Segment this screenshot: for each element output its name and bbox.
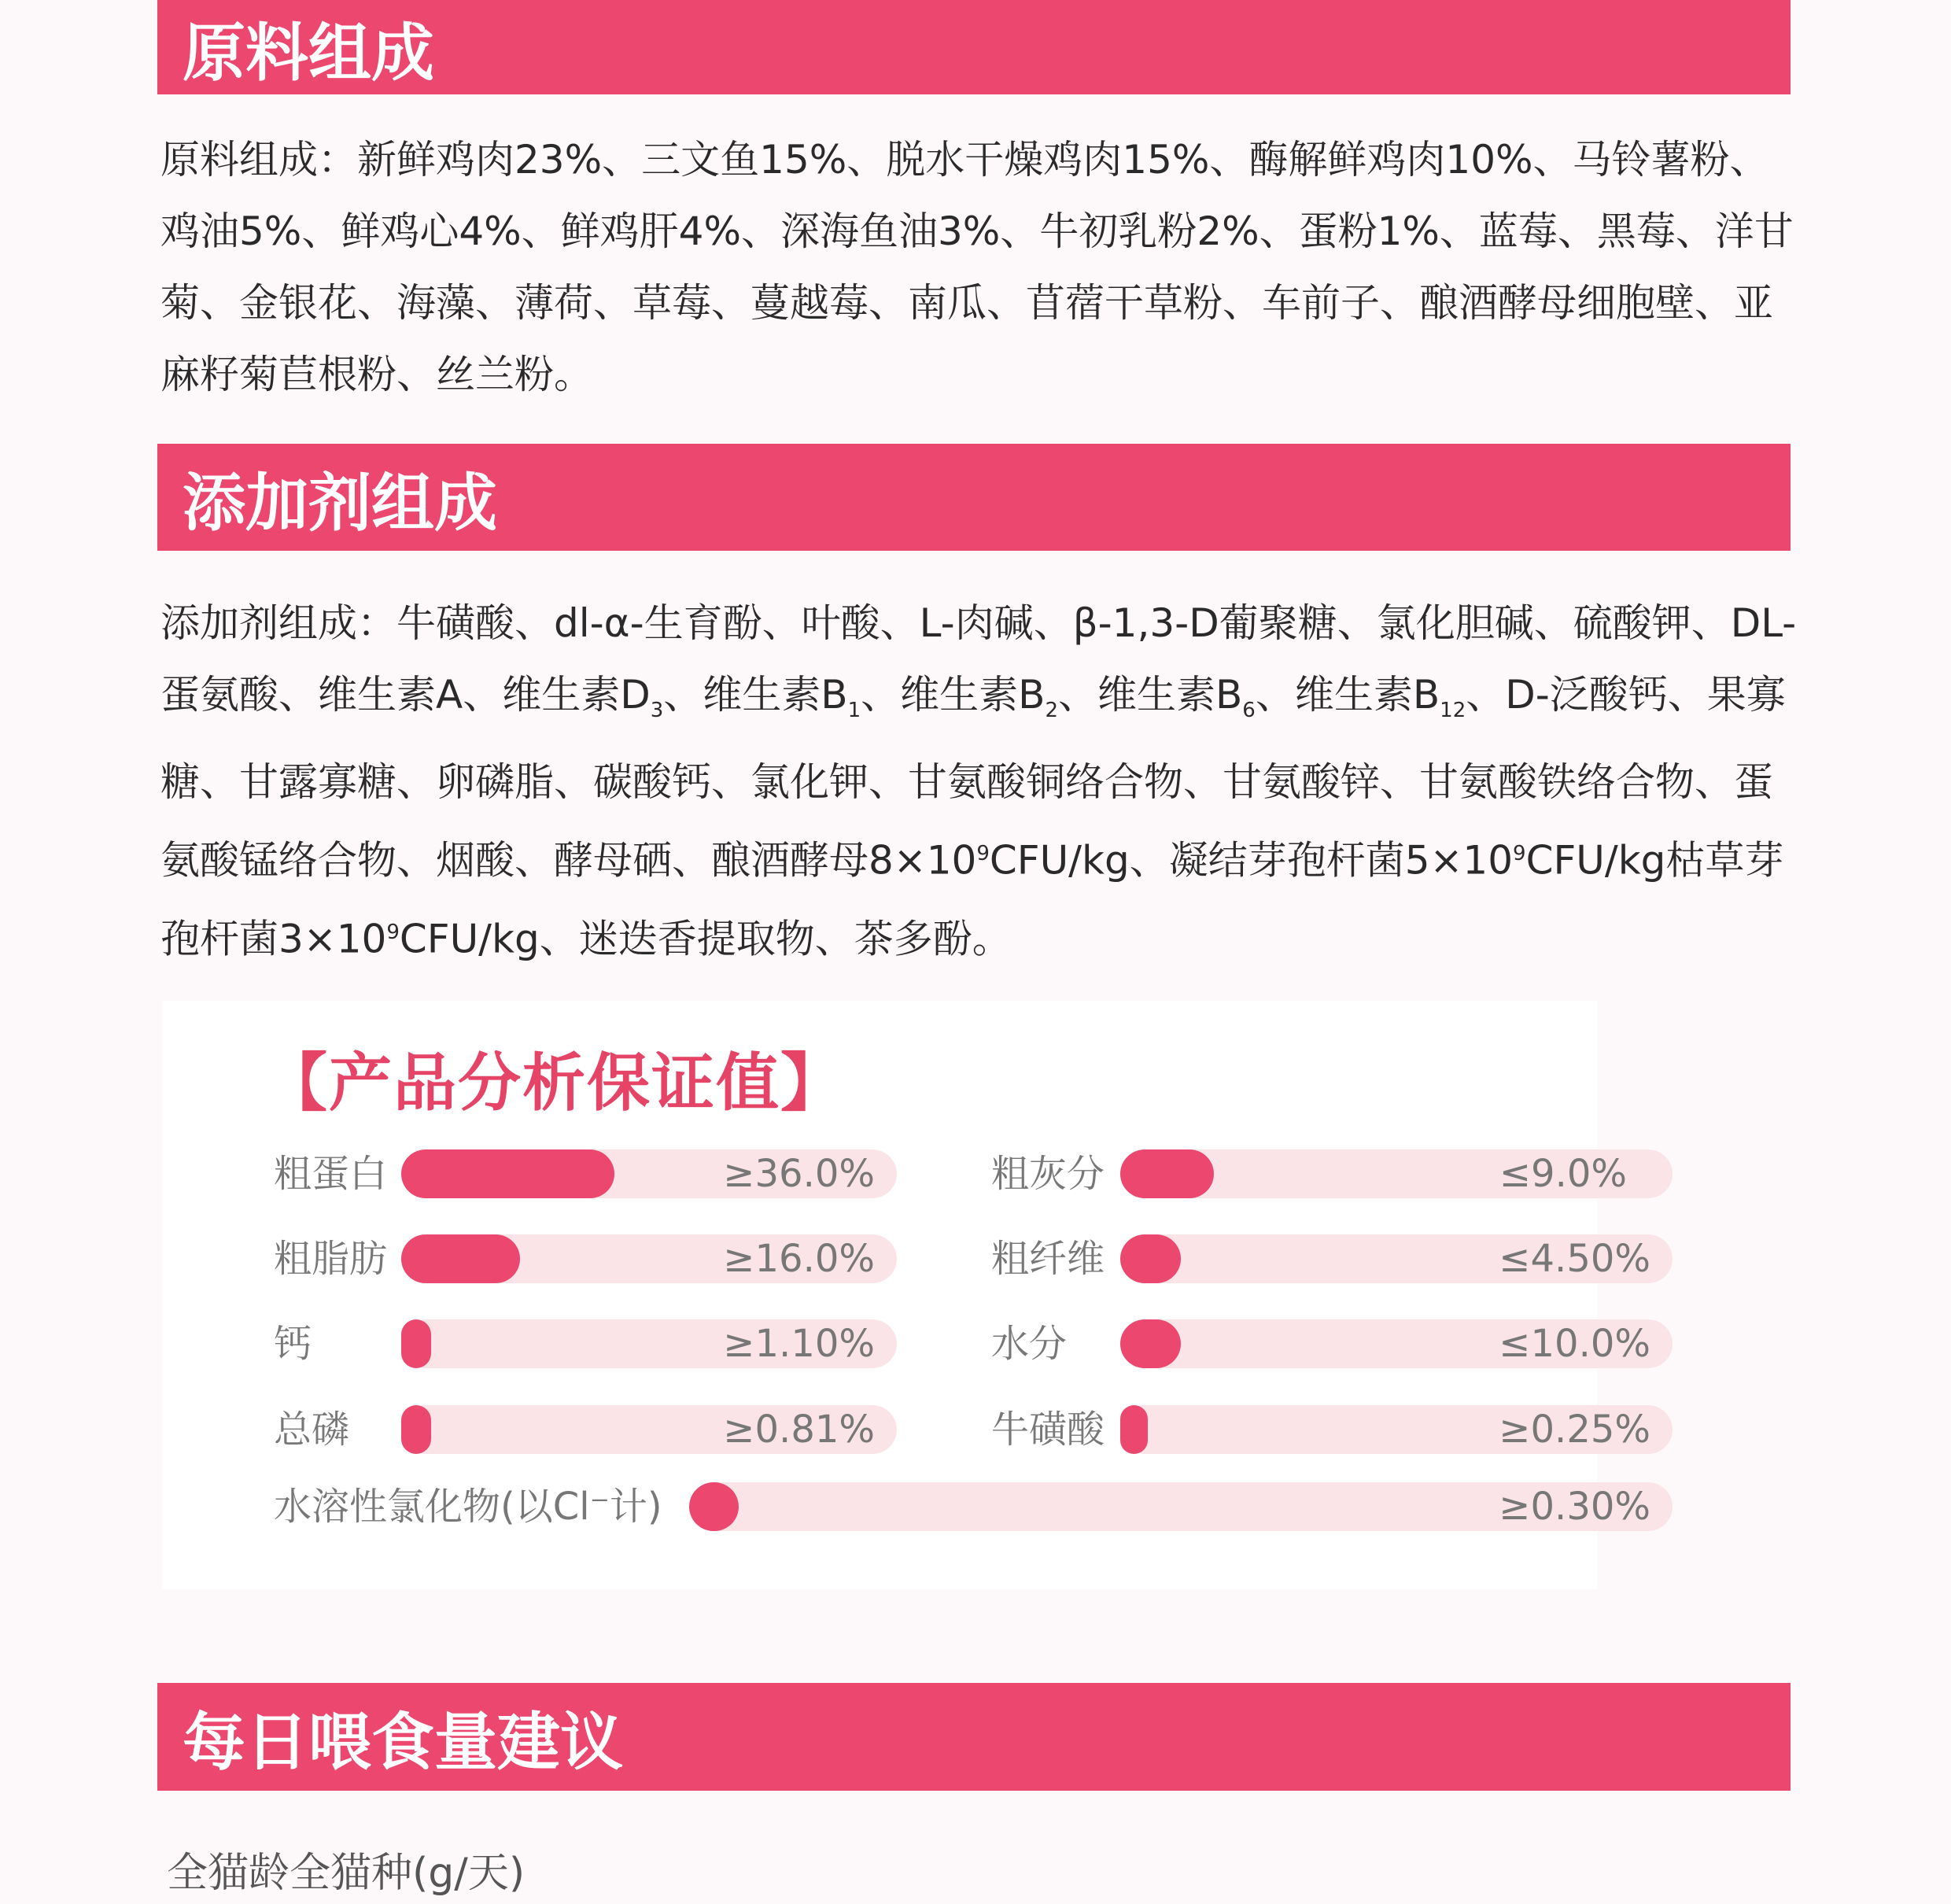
nutrient-bar-fill <box>689 1482 739 1531</box>
section-header-additives <box>157 444 1791 551</box>
additives-text: 添加剂组成：牛磺酸、dl-α-生育酚、叶酸、L-肉碱、β-1,3-D葡聚糖、氯化胆碱、硫酸钾、DL-蛋氨酸、维生素A、维生素$D_3$、维生素$B_1$、维生素$B_2$、维生素$B_6$、维生素$B_{12}$、D-泛酸钙、果寡糖、甘露寡糖、卵磷脂、碳酸钙、氯化钾、甘氨酸铜络合物、甘氨酸锌、甘氨酸铁络合物、蛋氨酸锰络合物、烟酸、酵母硒、酿酒酵母$8\times 10^9CFU/kg$、凝结芽孢杆菌$5\times 10^9CFU/kg$枯草芽孢杆菌$3\times 10^9CFU/kg$、迷迭香提取物、茶多酚。 <box>160 600 1797 962</box>
feeding-age-label: 全猫龄全猫种(g/天) <box>167 1850 526 1897</box>
nutrient-bar <box>401 1405 897 1454</box>
nutrient-label: 粗灰分 <box>991 1152 1105 1196</box>
raw-materials-text: 原料组成：新鲜鸡肉23%、三文鱼15%、脱水干燥鸡肉15%、酶解鲜鸡肉10%、马铃薯粉、鸡油5%、鲜鸡心4%、鲜鸡肝4%、深海鱼油3%、牛初乳粉2%、蛋粉1%、蓝莓、黑莓、洋甘菊、金银花、海藻、薄荷、草莓、蔓越莓、南瓜、苜蓿干草粉、车前子、酿酒酵母细胞壁、亚麻籽菊苣根粉、丝兰粉。 <box>160 137 1794 397</box>
nutrient-value: ≥1.10% <box>723 1322 875 1366</box>
nutrient-value: ≥0.30% <box>1499 1485 1650 1529</box>
section-header-feeding <box>157 1683 1791 1791</box>
nutrient-label: 钙 <box>274 1322 312 1366</box>
nutrient-bar <box>1120 1234 1673 1283</box>
nutrient-bar <box>401 1149 897 1198</box>
nutrient-value: ≥0.81% <box>723 1408 875 1452</box>
section-title: 每日喂食量建议 <box>183 1706 623 1779</box>
nutrient-bar <box>401 1234 897 1283</box>
nutrient-label: 总磷 <box>274 1408 350 1452</box>
nutrient-value: ≤10.0% <box>1499 1322 1650 1366</box>
nutrient-bar <box>1120 1149 1673 1198</box>
section-title: 添加剂组成 <box>183 466 497 540</box>
nutrient-bar <box>1120 1319 1673 1368</box>
nutrient-bar <box>689 1482 1673 1531</box>
nutrient-label: 粗纤维 <box>991 1237 1105 1281</box>
section-header-raw-materials <box>157 0 1791 94</box>
nutrient-bar <box>401 1319 897 1368</box>
nutrient-value: ≥16.0% <box>723 1237 875 1281</box>
nutrient-value: ≤9.0% <box>1499 1152 1627 1196</box>
nutrient-bar-fill <box>1120 1234 1181 1283</box>
nutrient-bar-fill <box>1120 1405 1148 1454</box>
nutrient-value: ≥36.0% <box>723 1152 875 1196</box>
nutrient-bar-fill <box>401 1319 431 1368</box>
nutrient-bar-fill <box>401 1149 614 1198</box>
section-title: 原料组成 <box>183 16 434 90</box>
nutrient-value: ≤4.50% <box>1499 1237 1650 1281</box>
nutrient-bar-fill <box>1120 1319 1181 1368</box>
analysis-card <box>162 1001 1650 1589</box>
nutrient-value: ≥0.25% <box>1499 1408 1650 1452</box>
nutrient-bar-fill <box>401 1234 520 1283</box>
analysis-title: 【产品分析保证值】 <box>264 1046 845 1120</box>
nutrient-bar-fill <box>1120 1149 1214 1198</box>
nutrient-label: 粗蛋白 <box>274 1152 388 1196</box>
nutrient-label: 水溶性氯化物(以Cl⁻计) <box>274 1485 662 1529</box>
nutrient-bar-fill <box>401 1405 431 1454</box>
nutrient-bar <box>1120 1405 1673 1454</box>
nutrient-label: 水分 <box>991 1322 1068 1366</box>
nutrient-label: 粗脂肪 <box>274 1237 388 1281</box>
nutrient-label: 牛磺酸 <box>991 1408 1105 1452</box>
